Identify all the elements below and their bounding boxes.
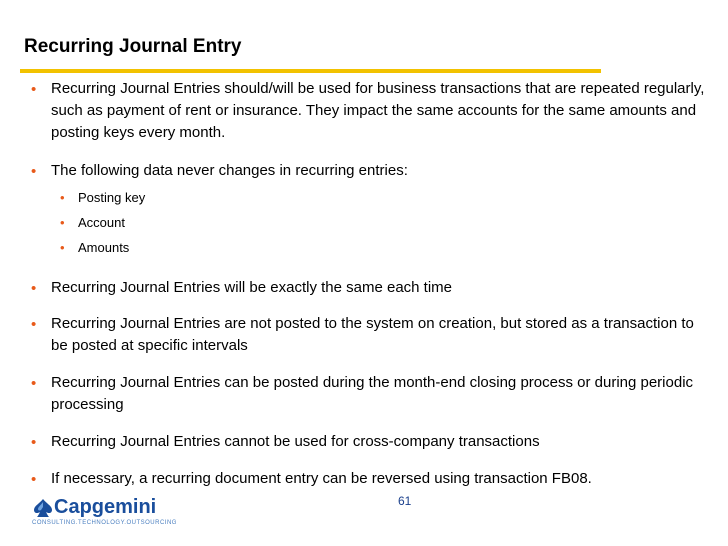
bullet-icon: •: [31, 471, 37, 488]
logo-tagline: CONSULTING.TECHNOLOGY.OUTSOURCING: [32, 520, 177, 526]
bullet-text: If necessary, a recurring document entry can be reversed using transaction FB08.: [51, 470, 592, 487]
sub-bullet-icon: •: [60, 190, 65, 205]
bullet-text: Recurring Journal Entries are not posted to the system on creation, but stored as a transaction to be posted at specific intervals: [51, 315, 694, 354]
bullet-icon: •: [31, 316, 37, 333]
bullet-list: [0, 78, 728, 490]
sub-bullet-icon: •: [60, 240, 65, 255]
spacer: [0, 260, 728, 277]
page-number: 61: [398, 494, 412, 508]
bullet-icon: •: [31, 280, 37, 297]
bullet-item: [0, 160, 728, 182]
title-underline: [20, 69, 601, 73]
spacer: [0, 416, 728, 431]
bullet-item: [0, 277, 728, 299]
bullet-item: [0, 78, 728, 144]
slide-title: Recurring Journal Entry: [24, 36, 242, 57]
bullet-item: [0, 468, 728, 490]
spacer: [0, 144, 728, 160]
bullet-text: Recurring Journal Entries should/will be used for business transactions that are repeated regularly, such as payment of rent or insurance. They impact the same accounts for the same amounts and posting keys every month.: [51, 80, 705, 141]
bullet-icon: •: [31, 375, 37, 392]
bullet-icon: •: [31, 434, 37, 451]
bullet-icon: •: [31, 163, 37, 180]
bullet-text: Recurring Journal Entries can be posted during the month-end closing process or during periodic processing: [51, 374, 694, 413]
logo-wordmark: Capgemini: [54, 496, 157, 518]
capgemini-logo: [32, 496, 177, 532]
bullet-text: The following data never changes in recurring entries:: [51, 162, 408, 179]
sub-bullet-item: [0, 185, 728, 210]
bullet-text: Recurring Journal Entries will be exactly the same each time: [51, 279, 453, 296]
sub-bullet-text: Account: [78, 215, 125, 230]
bullet-item: [0, 313, 728, 357]
sub-bullet-item: [0, 235, 728, 260]
spacer: [0, 299, 728, 313]
spade-icon: [32, 498, 54, 518]
bullet-item: [0, 372, 728, 416]
spacer: [0, 357, 728, 372]
sub-bullet-icon: •: [60, 215, 65, 230]
bullet-text: Recurring Journal Entries cannot be used for cross-company transactions: [51, 433, 540, 450]
bullet-icon: •: [31, 81, 37, 98]
sub-bullet-item: [0, 210, 728, 235]
sub-bullet-text: Amounts: [78, 240, 130, 255]
sub-bullet-text: Posting key: [78, 190, 146, 205]
bullet-item: [0, 431, 728, 453]
spacer: [0, 453, 728, 468]
